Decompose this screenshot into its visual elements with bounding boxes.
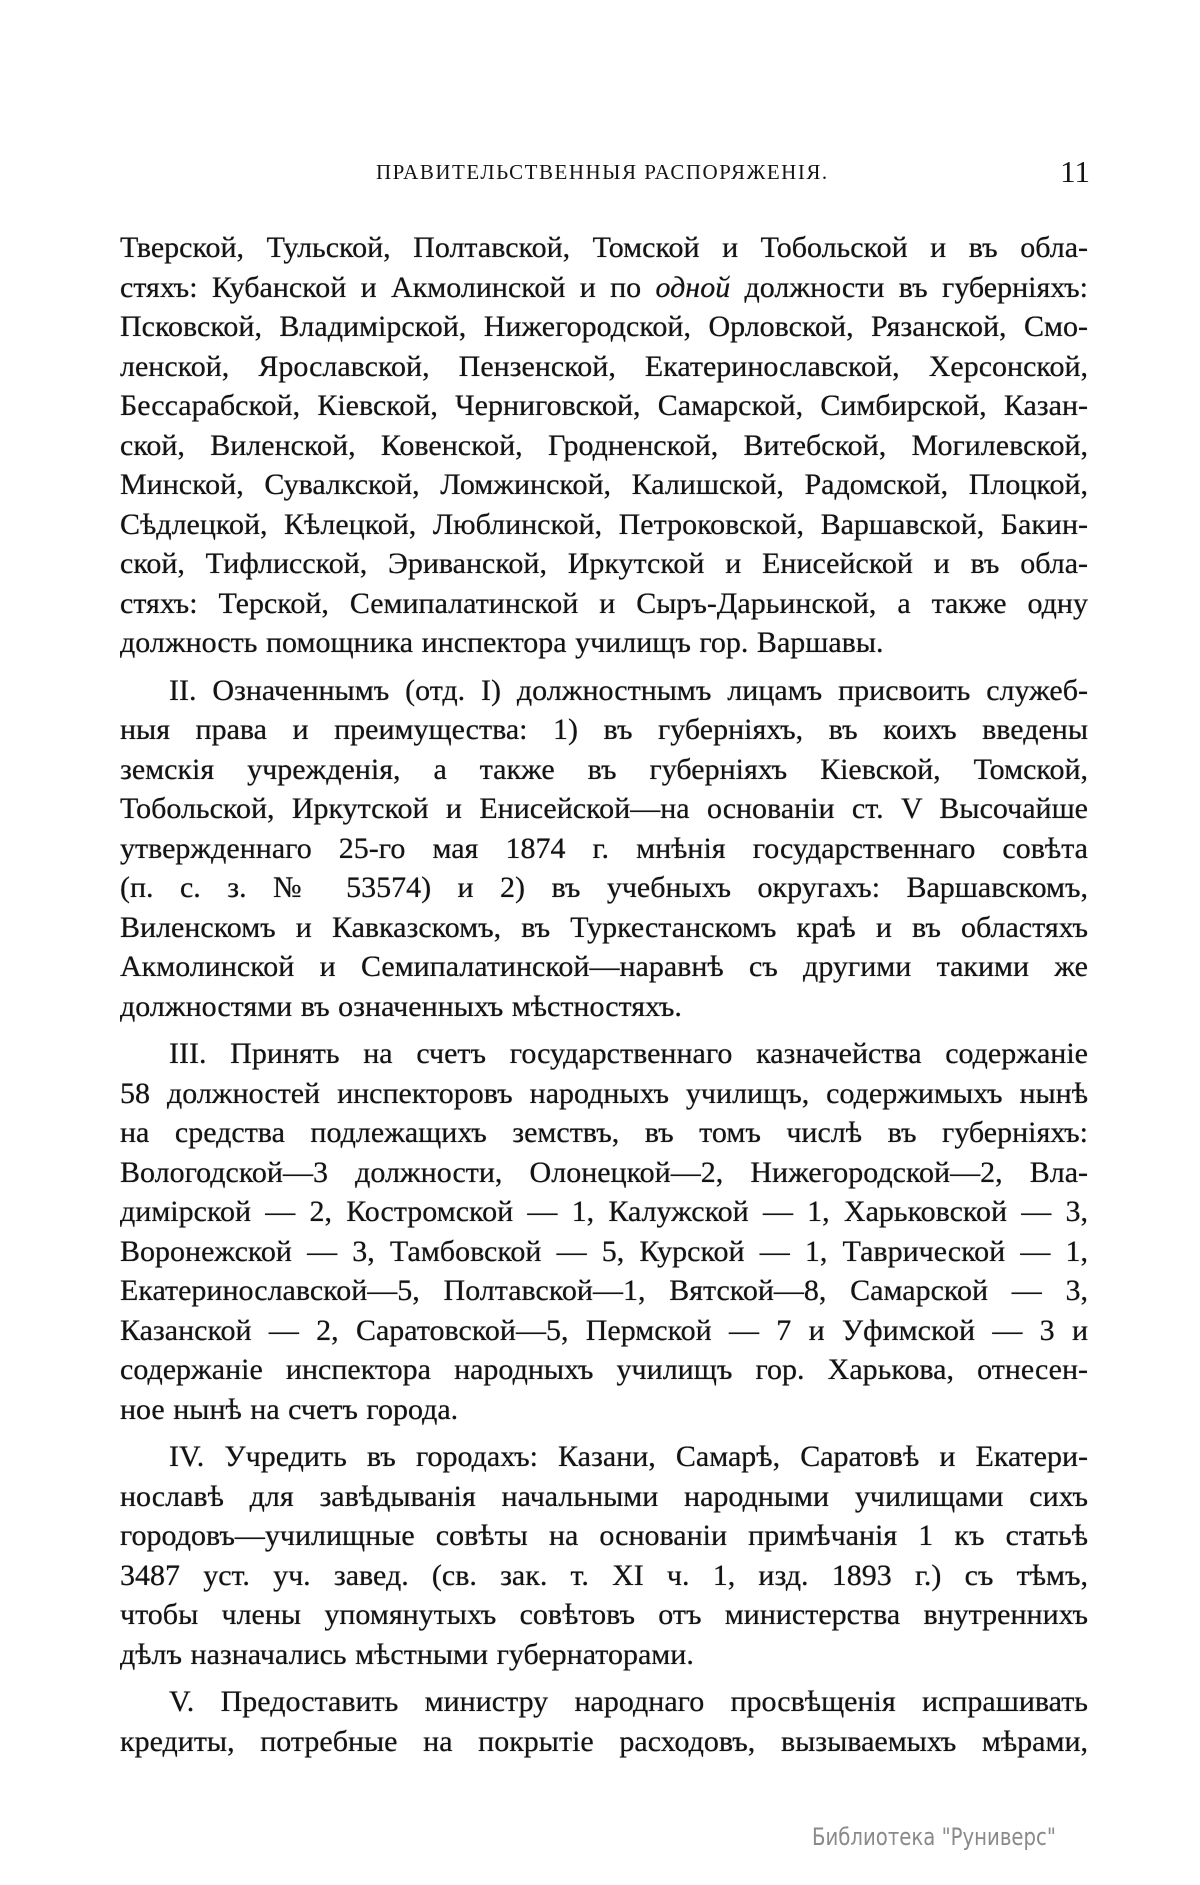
text-line: ской, Виленской, Ковенской, Гродненской, Витебской, Могилевской, xyxy=(120,428,1088,462)
text-line: V. Предоставить министру народнаго просвѣщенія испрашивать xyxy=(169,1685,1088,1718)
text-line: 3487 уст. уч. завед. (св. зак. т. XI ч. 1, изд. 1893 г.) съ тѣмъ, xyxy=(120,1558,1088,1592)
text-line: нославѣ для завѣдыванія начальными народными училищами сихъ xyxy=(120,1479,1088,1513)
text-line: Тверской, Тульской, Полтавской, Томской и Тобольской и въ обла- xyxy=(120,231,1088,264)
text-line: ской, Тифлисской, Эриванской, Иркутской и Енисейской и въ обла- xyxy=(120,547,1088,580)
text-line: кредиты, потребные на покрытіе расходовъ, вызываемыхъ мѣрами, xyxy=(120,1724,1088,1758)
text-line: должность помощника инспектора училищъ гор. Варшавы. xyxy=(120,626,884,659)
text-line: Псковской, Владимірской, Нижегородской, Орловской, Рязанской, Смо- xyxy=(120,310,1088,343)
text-line: димірской — 2, Костромской — 1, Калужской — 1, Харьковской — 3, xyxy=(120,1195,1088,1228)
text-line: (п. с. з. № 53574) и 2) въ учебныхъ округахъ: Варшавскомъ, xyxy=(120,871,1088,904)
text-line: должностями въ означенныхъ мѣстностяхъ. xyxy=(120,989,682,1023)
paragraph-2 xyxy=(120,671,1088,1027)
library-watermark: Библиотека "Руниверс" xyxy=(812,1823,1056,1851)
text-line: чтобы члены упомянутыхъ совѣтовъ отъ министерства внутреннихъ xyxy=(120,1598,1088,1631)
page-number: 11 xyxy=(1060,154,1090,189)
text-line: Вологодской—3 должности, Олонецкой—2, Нижегородской—2, Вла- xyxy=(120,1155,1088,1189)
body-text xyxy=(120,228,1088,1761)
paragraph-5 xyxy=(120,1682,1088,1761)
text-line: утвержденнаго 25-го мая 1874 г. мнѣнія государственнаго совѣта xyxy=(120,831,1088,865)
text-line: Минской, Сувалкской, Ломжинской, Калишской, Радомской, Плоцкой, xyxy=(120,468,1088,501)
text-segment: должности въ губерніяхъ: xyxy=(730,270,1088,304)
text-line: ное нынѣ на счетъ города. xyxy=(120,1392,459,1426)
text-line: IV. Учредить въ городахъ: Казани, Самарѣ, Саратовѣ и Екатери- xyxy=(169,1440,1088,1473)
paragraph-4 xyxy=(120,1437,1088,1674)
text-line: земскія учрежденія, а также въ губерніяхъ Кіевской, Томской, xyxy=(120,752,1088,786)
text-line: на средства подлежащихъ земствъ, въ томъ числѣ въ губерніяхъ: xyxy=(120,1116,1088,1149)
running-title: ПРАВИТЕЛЬСТВЕННЫЯ РАСПОРЯЖЕНІЯ. xyxy=(376,160,829,184)
italic-emphasis: одной xyxy=(655,270,731,304)
text-line: Сѣдлецкой, Кѣлецкой, Люблинской, Петроковской, Варшавской, Бакин- xyxy=(120,507,1088,541)
text-line: Екатеринославской—5, Полтавской—1, Вятской—8, Самарской — 3, xyxy=(120,1274,1088,1307)
text-line: ленской, Ярославской, Пензенской, Екатеринославской, Херсонской, xyxy=(120,349,1088,383)
text-line: Виленскомъ и Кавказскомъ, въ Туркестанскомъ краѣ и въ областяхъ xyxy=(120,910,1088,944)
paragraph-3 xyxy=(120,1034,1088,1429)
text-line: Воронежской — 3, Тамбовской — 5, Курской — 1, Таврической — 1, xyxy=(120,1234,1088,1268)
text-line: содержаніе инспектора народныхъ училищъ гор. Харькова, отнесен- xyxy=(120,1353,1088,1386)
text-line: Тобольской, Иркутской и Енисейской—на основаніи ст. V Высочайше xyxy=(120,792,1088,825)
text-line: ныя права и преимущества: 1) въ губерніяхъ, въ коихъ введены xyxy=(120,713,1088,746)
text-line: дѣлъ назначались мѣстными губернаторами. xyxy=(120,1637,694,1671)
text-line xyxy=(120,268,1088,308)
text-line: городовъ—училищные совѣты на основаніи примѣчанія 1 къ статьѣ xyxy=(120,1519,1088,1552)
text-segment: стяхъ: Кубанской и Акмолинской и по xyxy=(120,270,656,304)
text-line: Акмолинской и Семипалатинской—наравнѣ съ другими такими же xyxy=(120,950,1088,983)
text-line: стяхъ: Терской, Семипалатинской и Сыръ-Дарьинской, а также одну xyxy=(120,586,1088,620)
text-line: II. Означеннымъ (отд. I) должностнымъ лицамъ присвоить служеб- xyxy=(169,673,1088,707)
text-line: 58 должностей инспекторовъ народныхъ училищъ, содержимыхъ нынѣ xyxy=(120,1076,1088,1110)
text-line: Бессарабской, Кіевской, Черниговской, Самарской, Симбирской, Казан- xyxy=(120,389,1088,422)
text-line: Казанской — 2, Саратовской—5, Пермской — 7 и Уфимской — 3 и xyxy=(120,1313,1088,1347)
text-line: III. Принять на счетъ государственнаго казначейства содержаніе xyxy=(169,1037,1088,1070)
paragraph-1 xyxy=(120,228,1088,663)
